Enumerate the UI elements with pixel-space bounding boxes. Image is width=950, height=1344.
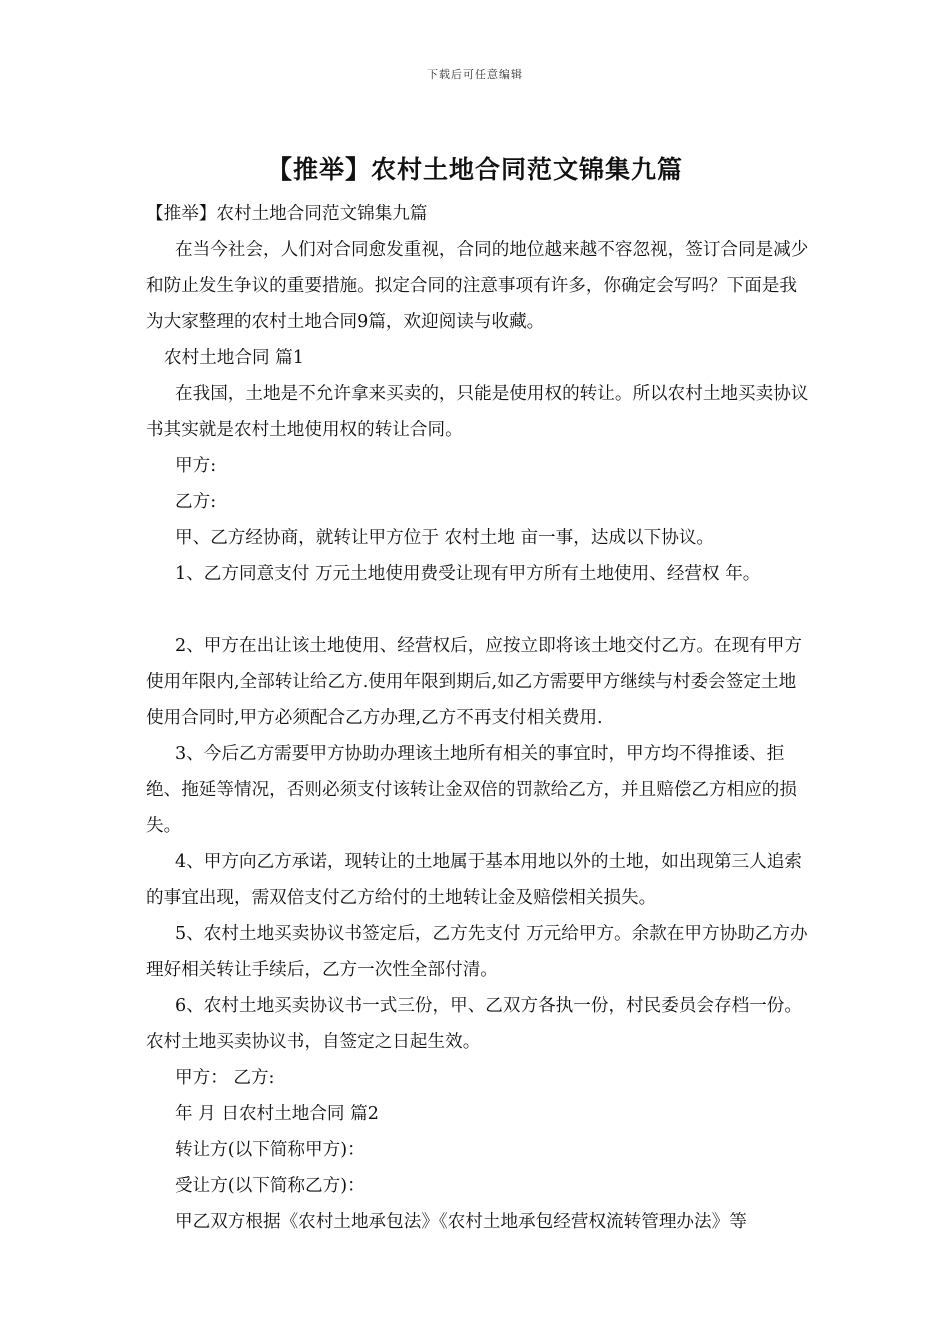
clause-2: 2、甲方在出让该土地使用、经营权后，应按立即将该土地交付乙方。在现有甲方使用年限内,全部转让给乙方.使用年限到期后,如乙方需要甲方继续与村委会签定土地使用合同时,甲方必须配合乙方办理,乙方不再支付相关费用.	[146, 636, 802, 728]
paragraph: 在我国，土地是不允许拿来买卖的，只能是使用权的转让。所以农村土地买卖协议书其实就是农村土地使用权的转让合同。	[146, 384, 809, 440]
document-title: 【推举】农村土地合同范文锦集九篇	[266, 155, 683, 184]
paragraph: 甲乙双方根据《农村土地承包法》《农村土地承包经营权流转管理办法》等	[175, 1212, 747, 1232]
subtitle-line: 【推举】农村土地合同范文锦集九篇	[146, 204, 428, 224]
intro-paragraph: 在当今社会，人们对合同愈发重视，合同的地位越来越不容忽视，签订合同是减少和防止发生争议的重要措施。拟定合同的注意事项有许多，你确定会写吗？下面是我为大家整理的农村土地合同9篇，欢迎阅读与收藏。	[146, 240, 809, 332]
agreement-intro: 甲、乙方经协商，就转让甲方位于 农村土地 亩一事，达成以下协议。	[175, 528, 715, 548]
signature-line: 甲方： 乙方:	[175, 1068, 275, 1088]
transferee-line: 受让方(以下简称乙方)：	[175, 1176, 365, 1196]
party-b-line: 乙方:	[175, 492, 217, 512]
clause-4: 4、甲方向乙方承诺，现转让的土地属于基本用地以外的土地，如出现第三人追索的事宜出现，需双倍支付乙方给付的土地转让金及赔偿相关损失。	[146, 852, 802, 908]
transferor-line: 转让方(以下简称甲方)：	[175, 1140, 365, 1160]
clause-3: 3、今后乙方需要甲方协助办理该土地所有相关的事宜时，甲方均不得推诿、拒绝、拖延等情况，否则必须支付该转让金双倍的罚款给乙方，并且赔偿乙方相应的损失。	[146, 744, 797, 836]
date-and-section-heading-2: 年 月 日农村土地合同 篇2	[175, 1104, 379, 1124]
document-body	[146, 196, 810, 1240]
section-heading-1: 农村土地合同 篇1	[164, 348, 304, 368]
blank-line	[146, 592, 810, 628]
clause-1: 1、乙方同意支付 万元土地使用费受让现有甲方所有土地使用、经营权 年。	[175, 564, 761, 584]
header-note: 下载后可任意编辑	[427, 68, 523, 81]
party-a-line: 甲方:	[175, 456, 217, 476]
clause-6: 6、农村土地买卖协议书一式三份，甲、乙双方各执一份，村民委员会存档一份。农村土地买卖协议书，自签定之日起生效。	[146, 996, 802, 1052]
clause-5: 5、农村土地买卖协议书签定后，乙方先支付 万元给甲方。余款在甲方协助乙方办理好相关转让手续后，乙方一次性全部付清。	[146, 924, 808, 980]
